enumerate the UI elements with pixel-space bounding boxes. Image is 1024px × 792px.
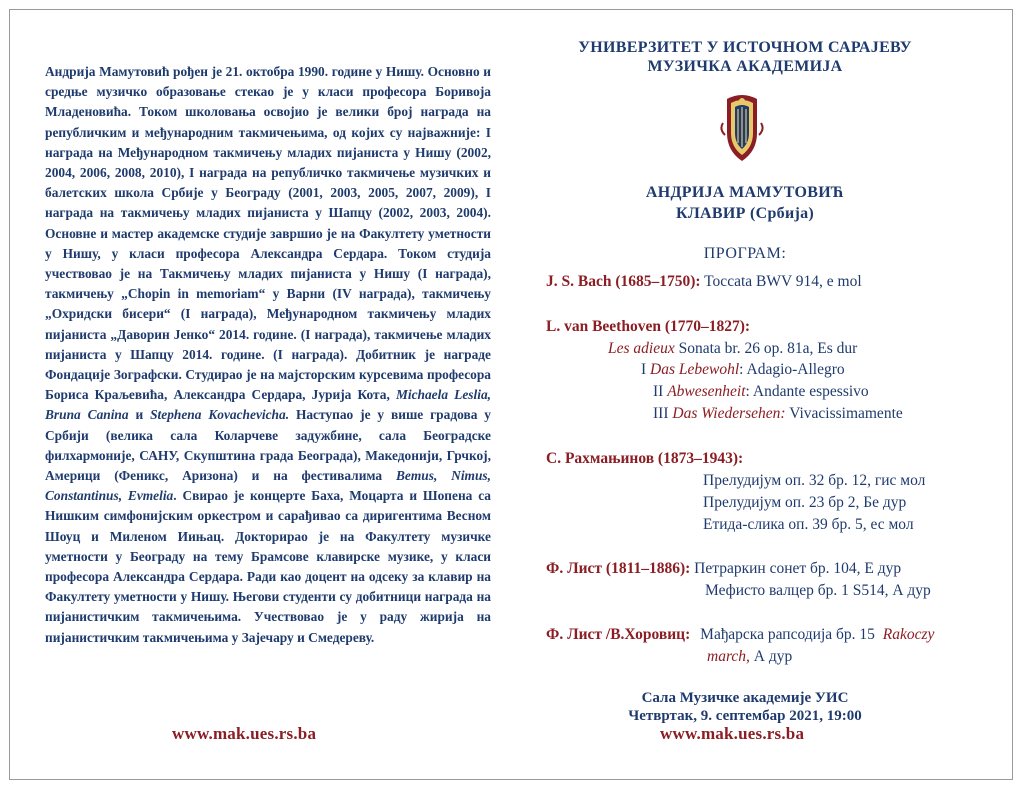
concert-date: Четвртак, 9. септембар 2021, 19:00 bbox=[628, 708, 862, 724]
sonata-title: Sonata br. 26 op. 81a, Es dur bbox=[674, 340, 858, 357]
program-item-liszt-horowitz bbox=[546, 626, 934, 644]
rachmaninoff-work-2: Прелудијум оп. 23 бр 2, Бе дур bbox=[703, 494, 907, 511]
work-bach: Toccata BWV 914, e mol bbox=[700, 273, 862, 290]
program-item-beethoven bbox=[546, 318, 750, 336]
beethoven-movement-3 bbox=[653, 405, 903, 423]
composer-bach: J. S. Bach (1685–1750): bbox=[546, 273, 701, 290]
bio-and: и bbox=[128, 407, 151, 423]
movement-2-title: Abwesenheit bbox=[667, 383, 746, 400]
liszt-work-1: Петраркин сонет бр. 104, Е дур bbox=[690, 560, 902, 577]
program-heading: ПРОГРАМ: bbox=[703, 245, 787, 262]
concert-venue: Сала Музичке академије УИС bbox=[641, 690, 849, 706]
bio-part-2: Наступао је у више градова у Србији (велика сала Коларчеве задужбине, сала Београдске филхармоније, САНУ, Скупштина града Београда), Македонији, Грчкој, Америци (Феникс, Аризона) и на фестивалима bbox=[45, 407, 491, 484]
bio-festivals: Bemus, Nimus, Constantinus, Evmelia bbox=[45, 468, 491, 504]
website-link-left[interactable]: www.mak.ues.rs.ba bbox=[172, 724, 317, 743]
composer-liszt: Ф. Лист (1811–1886): bbox=[546, 560, 691, 577]
movement-3-title: Das Wiedersehen: bbox=[672, 405, 786, 422]
bio-teacher-name-3: Stephena Kovachevicha. bbox=[150, 407, 290, 423]
institution-header bbox=[535, 38, 955, 76]
performer-instrument: КЛАВИР (Србија) bbox=[675, 205, 815, 222]
movement-1-tempo: : Adagio-Allegro bbox=[739, 361, 845, 378]
composer-rachmaninoff: С. Рахмањинов (1873–1943): bbox=[546, 450, 744, 467]
movement-3-tempo: Vivacissimamente bbox=[785, 405, 903, 422]
beethoven-movement-1 bbox=[641, 361, 845, 379]
movement-2-tempo: : Andante espessivo bbox=[745, 383, 869, 400]
biography-column bbox=[45, 62, 491, 648]
concert-details bbox=[535, 689, 955, 725]
movement-1-number: I bbox=[641, 361, 651, 378]
horowitz-work: Мађарска рапсодија бр. 15 bbox=[700, 626, 875, 643]
performer-name: АНДРИЈА МАМУТОВИЋ bbox=[645, 184, 845, 201]
academy-logo-icon bbox=[719, 93, 765, 163]
sonata-nickname: Les adieux bbox=[608, 340, 675, 357]
beethoven-sonata bbox=[608, 340, 857, 358]
university-name: УНИВЕРЗИТЕТ У ИСТОЧНОМ САРАЈЕВУ bbox=[578, 39, 912, 56]
bio-part-1: Андрија Мамутовић рођен је 21. октобра 1990. године у Нишу. Основно и средње музичко образовање стекао је у класи професора Боривоја Младеновића. Током школовања освојио је велики број награда на републичким и међународним такмичењима, од којих су најважније: I награда на Међународном такмичењу младих пијаниста у Нишу (2002, 2004, 2006, 2008, 2010), I награда на републичко такмичење музичких и балетских школа Србије у Београду (2001, 2003, 2005, 2007, 2009), I награда на такмичењу младих пијаниста у Шапцу (2002, 2003, 2004). Основне и мастер академске студије завршио је на Факултету уметности у Нишу, у класи професора Александра Сердара. Током студија учествовао је на Такмичењу младих пијаниста у Нишу (I награда), такмичењу „Chopin in memoriam“ у Варни (IV награда), такмичењу „Охридски бисери“ (I награда), Међународном такмичењу младих пијаниста „Даворин Јенко“ 2014. године. (I награда), такмичење младих пијаниста у Шапцу 2014. године. (I награда). Добитник је награде Фондације Зографски. Студирао је на мајсторским курсевима професора Бориса Краљевића, Александра Сердара, Јурија Кота, bbox=[45, 64, 491, 403]
performer-block bbox=[535, 182, 955, 224]
composer-liszt-horowitz: Ф. Лист /В.Хоровиц: bbox=[546, 626, 691, 643]
horowitz-work-nickname: Rakoczy bbox=[882, 626, 935, 643]
horowitz-work-nickname-2: march, bbox=[707, 648, 750, 665]
beethoven-movement-2 bbox=[653, 383, 869, 401]
program-item-liszt bbox=[546, 560, 901, 578]
rachmaninoff-work-3: Етида-слика оп. 39 бр. 5, ес мол bbox=[703, 516, 914, 533]
horowitz-work-line-2 bbox=[707, 648, 792, 666]
rachmaninoff-work-1: Прелудијум оп. 32 бр. 12, гис мол bbox=[703, 472, 926, 489]
program-item-rachmaninoff bbox=[546, 450, 743, 468]
horowitz-work-key: А дур bbox=[749, 648, 793, 665]
bio-part-3: . Свирао је концерте Баха, Моцарта и Шопена са Нишким симфонијским оркестром и сарађивао са диригентима Весном Шоуц и Миленом Иињац. Докторирао је на Факултету музичке уметности у Београду на тему Брамсове клавирске музике, у класи професора Александра Сердара. Ради као доцент на одсеку за клавир на Факултету уметности у Нишу. Његови студенти су добитници награда на пијанистичким такмичењима. Учествовао је у раду жирија на пијанистичким такмичењима у Зајечару и Смедереву. bbox=[45, 488, 491, 645]
movement-1-title: Das Lebewohl bbox=[650, 361, 740, 378]
program-item-bach bbox=[546, 273, 862, 291]
academy-name: МУЗИЧКА АКАДЕМИЈА bbox=[647, 58, 843, 75]
liszt-work-2: Мефисто валцер бр. 1 S514, А дур bbox=[705, 582, 931, 599]
movement-3-number: III bbox=[653, 405, 673, 422]
composer-beethoven: L. van Beethoven (1770–1827): bbox=[546, 318, 751, 335]
movement-2-number: II bbox=[653, 383, 668, 400]
bio-teacher-names: Michaela Leslia, Bruna Canina bbox=[45, 387, 491, 423]
biography-text bbox=[45, 62, 491, 648]
website-link-right[interactable]: www.mak.ues.rs.ba bbox=[660, 724, 805, 743]
